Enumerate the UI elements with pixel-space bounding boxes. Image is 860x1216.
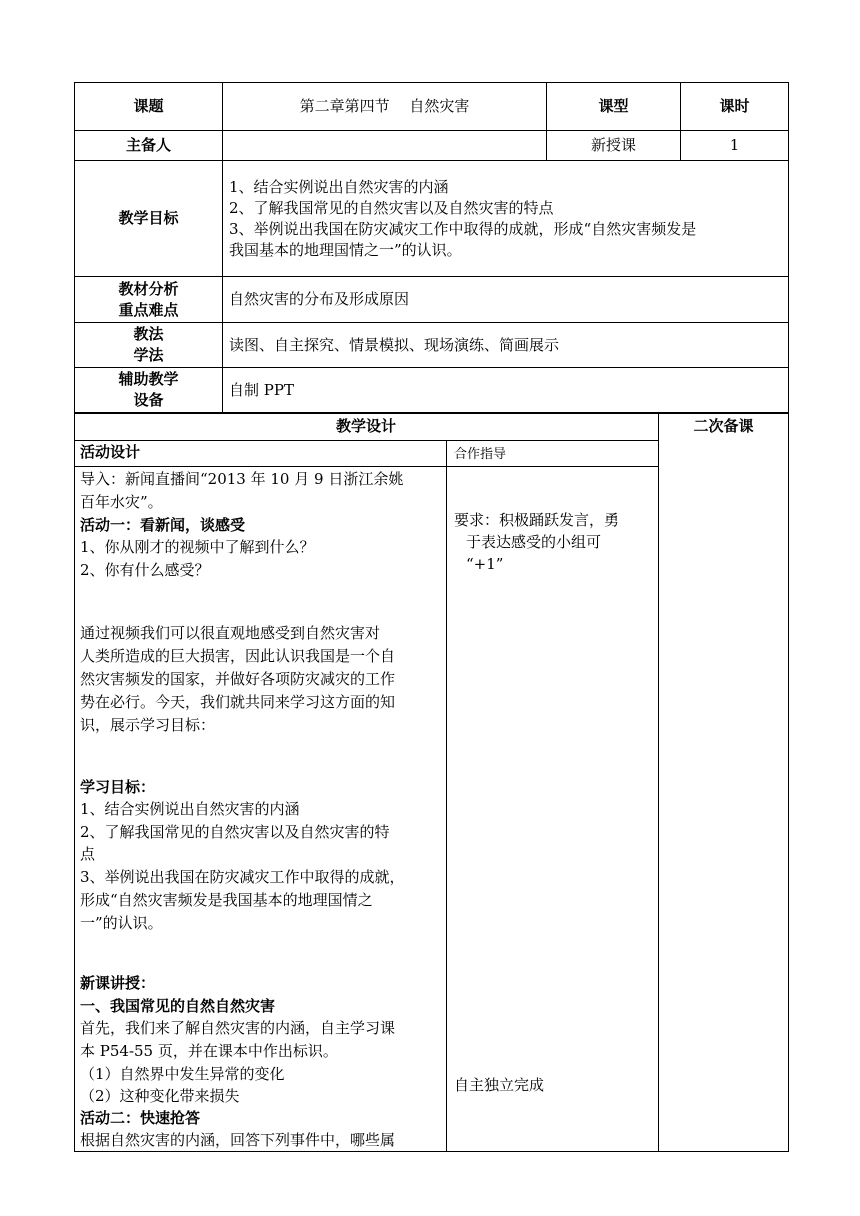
method-label-line2: 学法 xyxy=(133,346,164,364)
lesson-info-table xyxy=(74,82,789,413)
equipment-label xyxy=(75,368,223,413)
topic-value: 第二章第四节 自然灾害 xyxy=(223,83,547,131)
activity1-question: 2、你有什么感受？ xyxy=(80,561,210,579)
activity2-title: 活动二：快速抢答 xyxy=(80,1109,201,1127)
method-label xyxy=(75,323,223,368)
equipment-value: 自制 PPT xyxy=(223,368,789,413)
section1-line: 本 P54-55 页，并在课本中作出标识。 xyxy=(80,1042,338,1060)
objective-line: 3、举例说出我国在防灾减灾工作中取得的成就，形成“自然灾害频发是 xyxy=(229,219,697,238)
objective-line: 1、结合实例说出自然灾害的内涵 xyxy=(229,177,449,196)
hours-label: 课时 xyxy=(681,83,789,131)
activity-design-header: 活动设计 xyxy=(80,443,141,461)
goal-line: 一”的认识。 xyxy=(80,914,163,932)
method-label-line1: 教法 xyxy=(133,325,164,343)
goal-line: 1、结合实例说出自然灾害的内涵 xyxy=(80,800,300,818)
topic-label: 课题 xyxy=(75,83,223,131)
objectives-label: 教学目标 xyxy=(75,161,223,277)
teaching-design-title: 教学设计 xyxy=(335,417,396,435)
objective-line: 我国基本的地理国情之一”的认识。 xyxy=(229,240,462,259)
equipment-label-line2: 设备 xyxy=(133,391,164,409)
goal-line: 2、了解我国常见的自然灾害以及自然灾害的特 xyxy=(80,823,390,841)
analysis-value: 自然灾害的分布及形成原因 xyxy=(223,277,789,323)
section1-line: （2）这种变化带来损失 xyxy=(80,1087,240,1105)
guide-independent: 自主独立完成 xyxy=(454,1076,545,1094)
paragraph-line: 势在必行。今天，我们就共同来学习这方面的知 xyxy=(80,693,396,711)
paragraph-line: 识，展示学习目标： xyxy=(80,716,216,734)
paragraph-line: 然灾害频发的国家，并做好各项防灾减灾的工作 xyxy=(80,670,396,688)
preparer-label: 主备人 xyxy=(75,131,223,161)
guide-requirement-line: “+1” xyxy=(466,555,504,573)
section1-title: 一、我国常见的自然自然灾害 xyxy=(80,997,276,1015)
activity1-title: 活动一：看新闻，谈感受 xyxy=(80,516,246,534)
guide-requirement-line: 于表达感受的小组可 xyxy=(466,533,602,551)
activity1-question: 1、你从刚才的视频中了解到什么？ xyxy=(80,538,315,556)
paragraph-line: 通过视频我们可以很直观地感受到自然灾害对 xyxy=(80,624,381,642)
goals-title: 学习目标： xyxy=(80,778,156,796)
goal-line: 点 xyxy=(80,845,96,863)
analysis-label-line2: 重点难点 xyxy=(118,300,179,319)
equipment-label-line1: 辅助教学 xyxy=(118,370,179,388)
activity2-line: 根据自然灾害的内涵，回答下列事件中，哪些属 xyxy=(80,1131,396,1149)
intro-line: 导入：新闻直播间“2013 年 10 月 9 日浙江余姚 xyxy=(80,470,404,488)
type-label: 课型 xyxy=(547,83,681,131)
second-prep-title: 二次备课 xyxy=(693,417,754,435)
teaching-design-section xyxy=(74,413,789,1152)
goal-line: 3、举例说出我国在防灾减灾工作中取得的成就， xyxy=(80,868,405,886)
section1-line: （1）自然界中发生异常的变化 xyxy=(80,1065,285,1083)
paragraph-line: 人类所造成的巨大损害，因此认识我国是一个自 xyxy=(80,647,396,665)
analysis-label xyxy=(75,277,223,323)
hours-value: 1 xyxy=(681,131,789,161)
objective-line: 2、了解我国常见的自然灾害以及自然灾害的特点 xyxy=(229,198,554,217)
preparer-value xyxy=(223,131,547,161)
new-lesson-title: 新课讲授： xyxy=(80,974,156,992)
method-value: 读图、自主探究、情景模拟、现场演练、简画展示 xyxy=(223,323,789,368)
analysis-label-line1: 教材分析 xyxy=(118,279,179,298)
goal-line: 形成“自然灾害频发是我国基本的地理国情之 xyxy=(80,891,373,909)
section1-line: 首先，我们来了解自然灾害的内涵，自主学习课 xyxy=(80,1019,396,1037)
objectives-cell xyxy=(223,161,789,277)
guidance-header: 合作指导 xyxy=(454,447,507,462)
guide-requirement-line: 要求：积极踊跃发言，勇 xyxy=(454,511,620,529)
intro-line: 百年水灾”。 xyxy=(80,493,163,511)
type-value: 新授课 xyxy=(547,131,681,161)
